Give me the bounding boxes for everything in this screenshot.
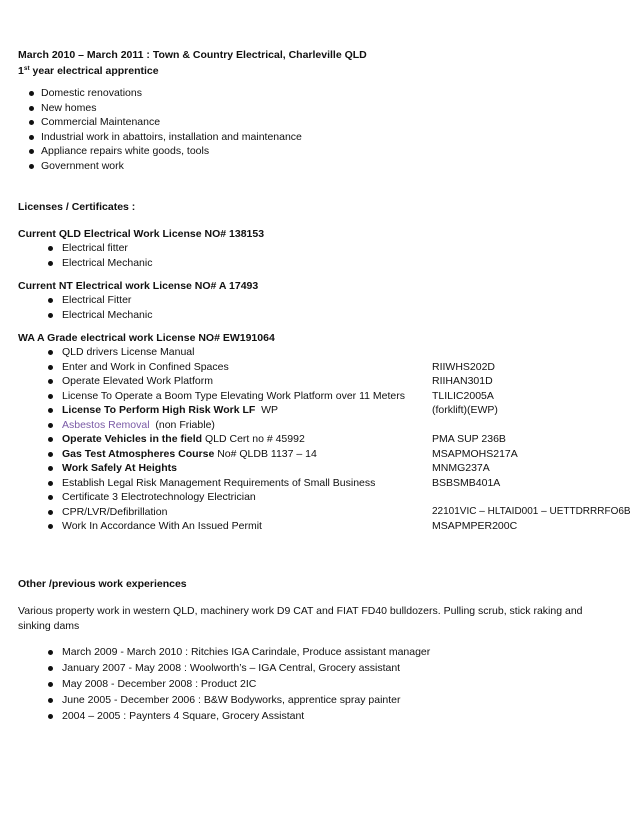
bullet-icon [29,106,34,111]
bullet-icon [48,365,53,370]
bullet-icon [48,666,53,671]
cert-item [18,490,630,505]
cert-item [18,519,630,534]
cert-code: BSBSMB401A [432,476,501,489]
list-item-text: Electrical Mechanic [62,256,153,269]
list-item [18,241,630,256]
list-item [18,676,630,692]
bullet-icon [48,298,53,303]
cert-item [18,432,630,447]
bullet-icon [48,350,53,355]
cert-item [18,345,630,360]
list-item-text: Government work [41,159,124,172]
cert-code: PMA SUP 236B [432,433,506,445]
bullet-icon [29,164,34,169]
bullet-icon [48,313,53,318]
cert-text: WP [255,404,279,416]
bullet-icon [48,408,53,413]
cert-text: Work In Accordance With An Issued Permit [62,520,262,532]
bullet-icon [48,682,53,687]
list-item [18,144,630,159]
bullet-icon [48,246,53,251]
cert-highlight-text: Asbestos Removal [62,418,150,431]
list-item [18,130,630,145]
job-duties-list [18,86,630,173]
cert-code: MNMG237A [432,462,490,474]
cert-code: RIIWHS202D [432,360,496,373]
bullet-icon [48,466,53,471]
cert-text: QLD Cert no # 45992 [202,433,305,445]
cert-item [18,360,630,375]
bullet-icon [48,524,53,529]
wa-license-title: WA A Grade electrical work License NO# EW191064 [18,332,275,344]
list-item [18,101,630,116]
list-item-text: January 2007 - May 2008 : Woolworth’s – IGA Central, Grocery assistant [62,661,401,674]
job-heading: March 2010 – March 2011 : Town & Country Electrical, Charleville QLD [18,49,367,61]
qld-license-list [18,241,630,270]
bullet-icon [48,650,53,655]
bullet-icon [48,481,53,486]
list-item-text: March 2009 - March 2010 : Ritchies IGA Carindale, Produce assistant manager [62,645,431,658]
cert-item [18,418,630,433]
licenses-heading: Licenses / Certificates : [18,201,136,213]
cert-code: MSAPMOHS217A [432,447,518,460]
list-item-text: Industrial work in abattoirs, installation and maintenance [41,130,302,143]
cert-bold-text: License To Perform High Risk Work LF [62,404,256,416]
list-item-text: 2004 – 2005 : Paynters 4 Square, Grocery Assistant [62,709,305,722]
list-item-text: Electrical Mechanic [62,308,153,321]
cert-bold-text: Operate Vehicles in the field [62,433,203,445]
cert-item [18,403,630,418]
list-item-text: Domestic renovations [41,87,142,99]
bullet-icon [48,714,53,719]
bullet-icon [29,149,34,154]
cert-code: RIIHAN301D [432,375,493,387]
cert-item [18,389,630,404]
cert-text: Enter and Work in Confined Spaces [62,360,229,373]
job-role [18,62,630,78]
list-item-text: Appliance repairs white goods, tools [41,145,210,157]
cert-text: License To Operate a Boom Type Elevating Work Platform over 11 Meters [62,389,405,402]
bullet-icon [48,510,53,515]
cert-item [18,447,630,462]
qld-license-title: Current QLD Electrical Work License NO# 138153 [18,228,265,240]
list-item-text: New homes [41,101,97,114]
cert-text: CPR/LVR/Defibrillation [62,505,168,518]
cert-text: No# QLDB 1137 – 14 [214,447,317,460]
role-number: 1 [18,65,24,77]
list-item [18,86,630,101]
bullet-icon [48,261,53,266]
bullet-icon [48,452,53,457]
list-item [18,660,630,676]
bullet-icon [48,379,53,384]
bullet-icon [48,394,53,399]
cert-text: Certificate 3 Electrotechnology Electrician [62,491,256,503]
cert-item [18,461,630,476]
list-item [18,308,630,323]
list-item [18,293,630,308]
list-item-text: Commercial Maintenance [41,116,161,128]
cert-item [18,374,630,389]
bullet-icon [29,91,34,96]
cert-code: (forklift)(EWP) [432,404,498,416]
cert-text: Operate Elevated Work Platform [62,375,213,387]
previous-jobs-list [18,644,630,724]
list-item-text: Electrical Fitter [62,294,132,306]
list-item [18,644,630,660]
cert-text: QLD drivers License Manual [62,346,195,358]
bullet-icon [48,437,53,442]
cert-text: (non Friable) [149,418,215,431]
cert-code: TLILIC2005A [432,389,494,402]
role-superscript: st [23,65,30,72]
cert-item [18,476,630,491]
cert-code: 22101VIC – HLTAID001 – UETTDRRRFO6B [432,505,631,517]
bullet-icon [48,495,53,500]
cert-item [18,505,630,520]
other-paragraph: Various property work in western QLD, machinery work D9 CAT and FIAT FD40 bulldozers. Pulling scrub, stick raking and sinking dams [18,604,583,632]
list-item [18,692,630,708]
cert-text: Establish Legal Risk Management Requirements of Small Business [62,476,376,489]
other-heading: Other /previous work experiences [18,577,187,590]
cert-bold-text: Work Safely At Heights [62,462,177,474]
list-item-text: Electrical fitter [62,242,128,254]
cert-code: MSAPMPER200C [432,520,518,532]
bullet-icon [29,120,34,125]
bullet-icon [29,135,34,140]
list-item [18,708,630,724]
list-item [18,256,630,271]
list-item-text: June 2005 - December 2006 : B&W Bodyworks, apprentice spray painter [62,693,401,706]
nt-license-title: Current NT Electrical work License NO# A 17493 [18,280,259,292]
nt-license-list [18,293,630,322]
bullet-icon [48,423,53,428]
list-item-text: May 2008 - December 2008 : Product 2IC [62,677,257,690]
list-item [18,159,630,174]
list-item [18,115,630,130]
certificates-list [18,345,630,534]
cert-bold-text: Gas Test Atmospheres Course [62,447,215,460]
bullet-icon [48,698,53,703]
resume-page [18,48,630,724]
role-text: year electrical apprentice [29,65,159,77]
